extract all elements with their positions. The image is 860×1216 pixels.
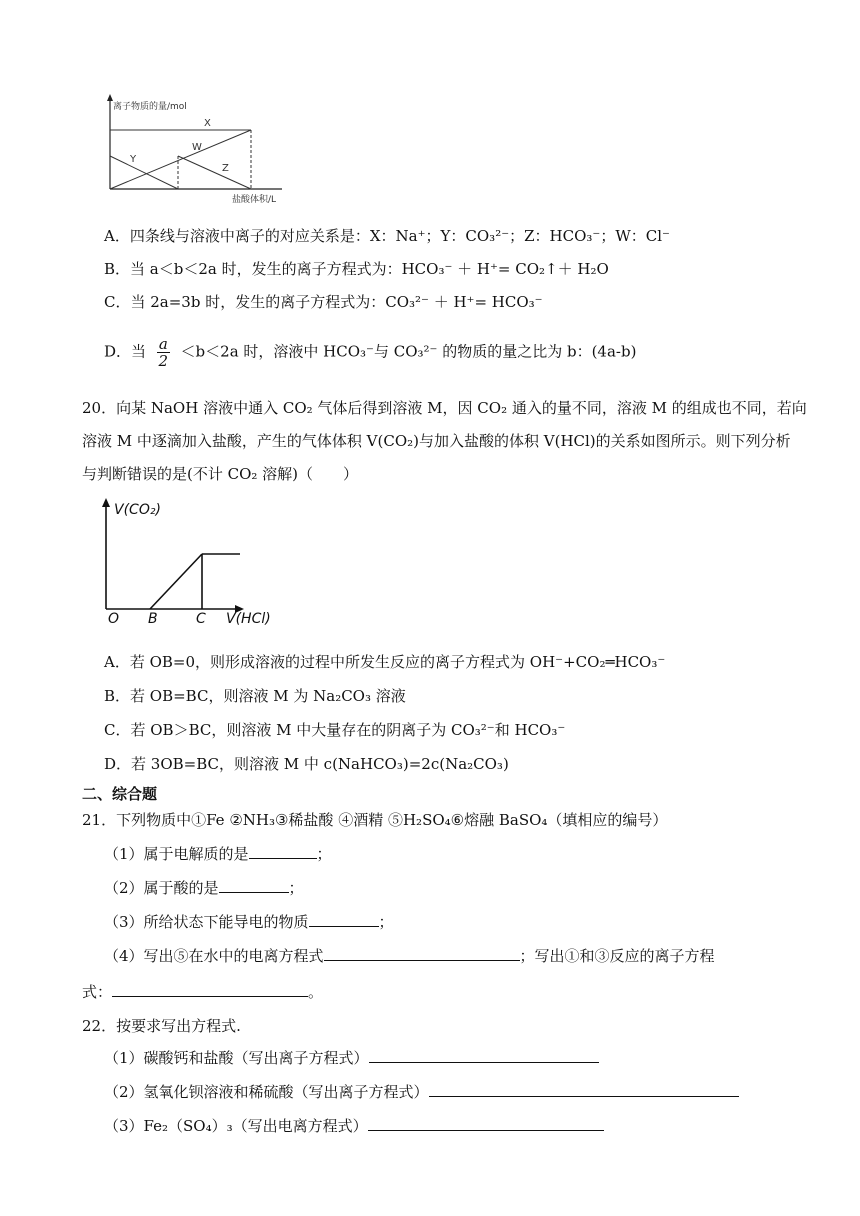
q20-option-c: C．若 OB＞BC，则溶液 M 中大量存在的阴离子为 CO₃²⁻和 HCO₃⁻ bbox=[104, 721, 566, 739]
q22-part-1-text: （1）碳酸钙和盐酸（写出离子方程式） bbox=[104, 1049, 369, 1067]
line-y bbox=[110, 156, 178, 189]
q21-part-4-end: 。 bbox=[308, 983, 324, 1001]
q21-part-4-text: （4）写出⑤在水中的电离方程式 bbox=[104, 947, 324, 965]
fig2-ylabel: V(CO₂) bbox=[114, 502, 161, 518]
q22-stem: 22．按要求写出方程式. bbox=[82, 1017, 241, 1035]
q21-part-1-text: （1）属于电解质的是 bbox=[104, 845, 249, 863]
fraction-numerator: a bbox=[158, 335, 168, 353]
q21-part-1-end: ； bbox=[316, 845, 332, 863]
label-x: X bbox=[204, 118, 211, 129]
q21-part-4-cont-text: 式： bbox=[82, 983, 113, 1001]
q21-answer-blank-2[interactable] bbox=[219, 878, 289, 893]
fig2-xlabel: V(HCl) bbox=[226, 611, 271, 627]
q21-part-2-end: ； bbox=[288, 879, 304, 897]
q20-stem-line-1: 20．向某 NaOH 溶液中通入 CO₂ 气体后得到溶液 M，因 CO₂ 通入的量不同，溶液 M 的组成也不同，若向 bbox=[82, 399, 807, 417]
label-o: O bbox=[108, 611, 120, 627]
ion-amount-chart bbox=[96, 94, 286, 206]
q22-answer-blank-1[interactable] bbox=[369, 1048, 599, 1063]
q19-option-d-prefix: D．当 bbox=[104, 342, 147, 361]
line-z bbox=[178, 156, 251, 189]
q19-option-d bbox=[104, 336, 636, 369]
fig1-xlabel: 盐酸体积/L bbox=[232, 195, 277, 205]
q21-part-3-text: （3）所给状态下能导电的物质 bbox=[104, 913, 309, 931]
q21-answer-blank-4b[interactable] bbox=[112, 982, 308, 997]
q21-part-4-continued bbox=[82, 982, 323, 1002]
q22-answer-blank-2[interactable] bbox=[429, 1082, 739, 1097]
q21-part-1 bbox=[104, 844, 332, 864]
q21-stem: 21．下列物质中①Fe ②NH₃③稀盐酸 ④酒精 ⑤H₂SO₄⑥熔融 BaSO₄（填相应的编号） bbox=[82, 811, 668, 829]
q21-answer-blank-1[interactable] bbox=[249, 844, 317, 859]
q21-answer-blank-4a[interactable] bbox=[324, 946, 520, 961]
q22-part-3 bbox=[104, 1116, 604, 1136]
rising-segment bbox=[150, 554, 202, 609]
fraction-a-over-2 bbox=[157, 336, 170, 369]
q20-option-b: B．若 OB=BC，则溶液 M 为 Na₂CO₃ 溶液 bbox=[104, 687, 406, 705]
q21-answer-blank-3[interactable] bbox=[309, 912, 379, 927]
y-axis-arrow bbox=[107, 94, 113, 101]
q22-part-3-text: （3）Fe₂（SO₄）₃（写出电离方程式） bbox=[104, 1117, 368, 1135]
q21-part-3-end: ； bbox=[378, 913, 394, 931]
q19-option-a: A．四条线与溶液中离子的对应关系是：X：Na⁺；Y：CO₃²⁻；Z：HCO₃⁻；W：Cl⁻ bbox=[104, 227, 670, 245]
q21-part-4-mid: ；写出①和③反应的离子方程 bbox=[519, 947, 715, 965]
q22-answer-blank-3[interactable] bbox=[368, 1116, 604, 1131]
q20-option-a: A．若 OB=0，则形成溶液的过程中所发生反应的离子方程式为 OH⁻+CO₂═HCO₃⁻ bbox=[104, 653, 666, 671]
q22-part-1 bbox=[104, 1048, 599, 1068]
q20-option-d: D．若 3OB=BC，则溶液 M 中 c(NaHCO₃)=2c(Na₂CO₃) bbox=[104, 755, 509, 773]
y-axis-arrow bbox=[102, 498, 110, 507]
q19-option-b: B．当 a＜b＜2a 时，发生的离子方程式为：HCO₃⁻ ＋ H⁺= CO₂↑＋ H₂O bbox=[104, 260, 609, 278]
q19-option-d-suffix: ＜b＜2a 时，溶液中 HCO₃⁻与 CO₃²⁻ 的物质的量之比为 b：(4a-b) bbox=[180, 342, 637, 361]
label-b: B bbox=[148, 611, 158, 627]
co2-volume-chart bbox=[98, 496, 288, 630]
q21-part-2 bbox=[104, 878, 304, 898]
q19-option-c: C．当 2a=3b 时，发生的离子方程式为：CO₃²⁻ ＋ H⁺= HCO₃⁻ bbox=[104, 293, 543, 311]
label-c: C bbox=[196, 611, 206, 627]
fig1-ylabel: 离子物质的量/mol bbox=[113, 102, 187, 112]
q20-stem-line-3: 与判断错误的是(不计 CO₂ 溶解)（ ） bbox=[82, 465, 359, 483]
section-title: 二、综合题 bbox=[82, 785, 158, 803]
label-y: Y bbox=[130, 154, 137, 165]
q22-part-2 bbox=[104, 1082, 739, 1102]
q22-part-2-text: （2）氢氧化钡溶液和稀硫酸（写出离子方程式） bbox=[104, 1083, 429, 1101]
q21-part-4 bbox=[104, 946, 715, 966]
q21-part-3 bbox=[104, 912, 394, 932]
fraction-denominator: 2 bbox=[158, 352, 169, 370]
q20-stem-line-2: 溶液 M 中逐滴加入盐酸，产生的气体体积 V(CO₂)与加入盐酸的体积 V(HCl)的关系如图所示。则下列分析 bbox=[82, 432, 791, 450]
q21-part-2-text: （2）属于酸的是 bbox=[104, 879, 219, 897]
label-w: W bbox=[192, 142, 202, 153]
label-z: Z bbox=[222, 163, 229, 174]
